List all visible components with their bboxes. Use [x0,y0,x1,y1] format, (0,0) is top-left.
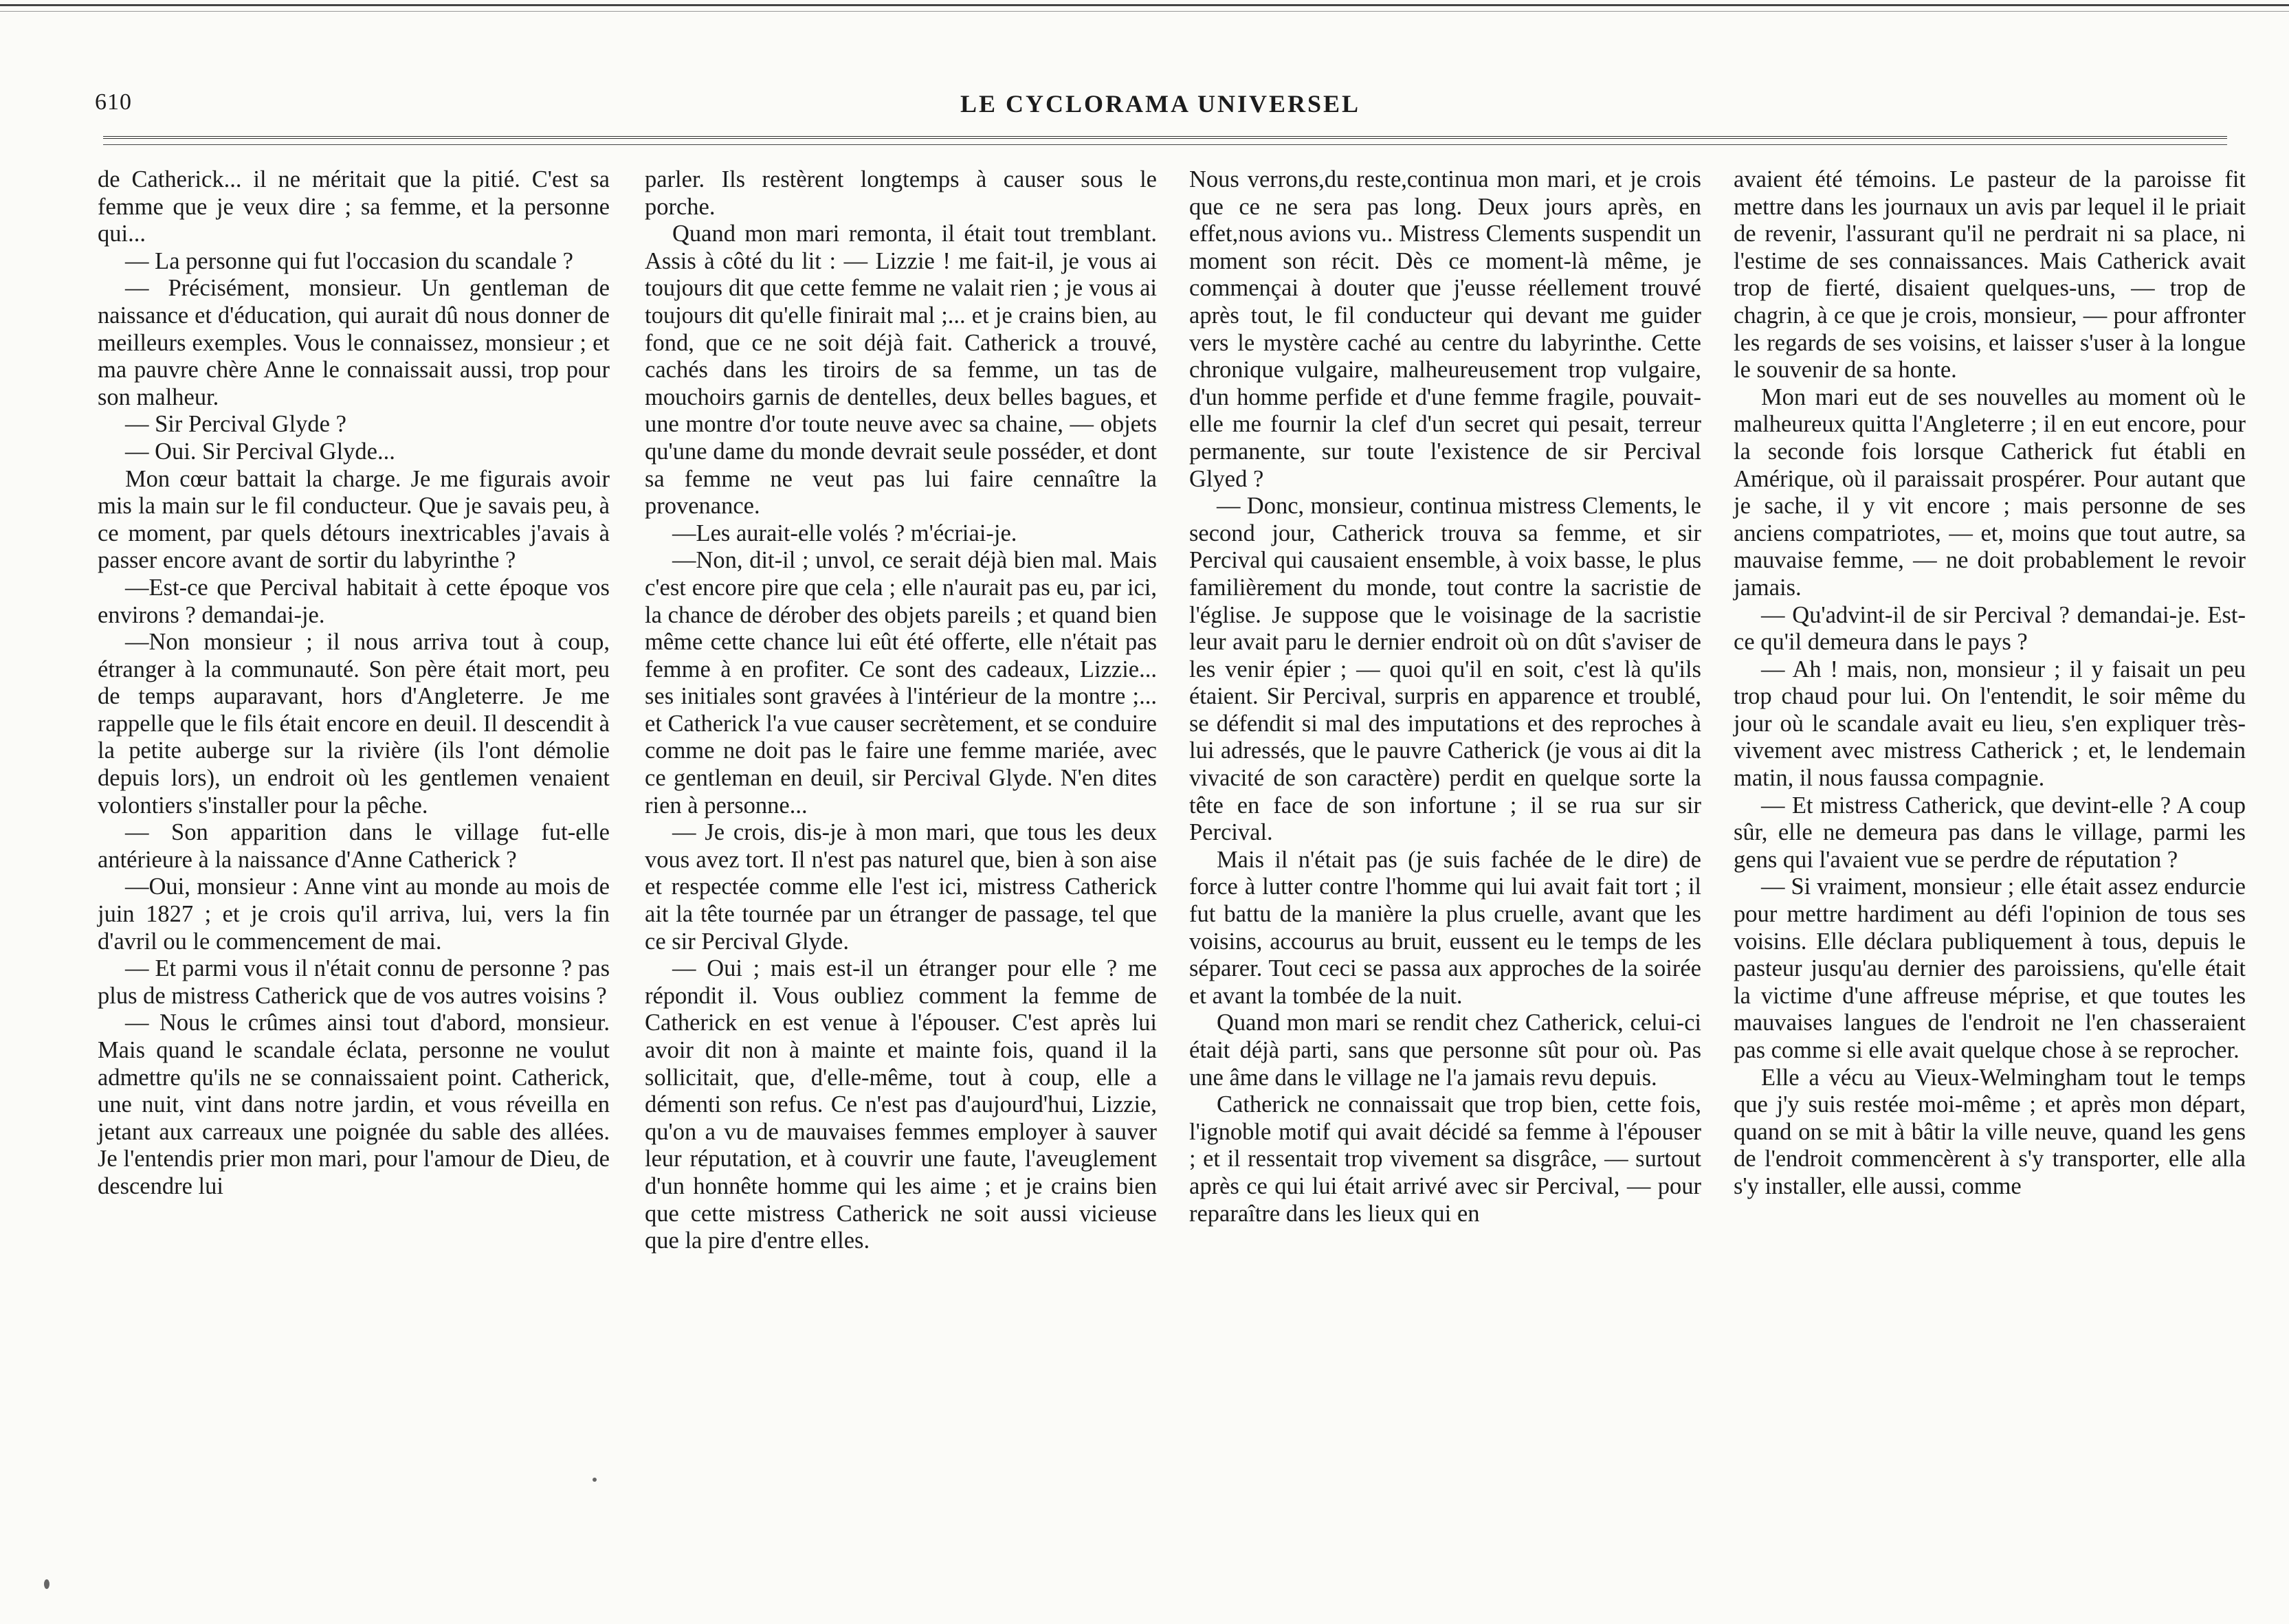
paragraph: — Donc, monsieur, continua mistress Clements, le second jour, Catherick trouva sa femme, et sir Percival qui causaient ensemble, à voix basse, le plus familièrement du monde, tout contre la sacristie de l'église. Je suppose que le voisinage de la sacristie leur avait paru le dernier endroit où on dût s'aviser de les venir épier ; — quoi qu'il en soit, c'est là qu'ils étaient. Sir Percival, surpris en apparence et troublé, se défendit si mal des imputations et des reproches à lui adressés, que le pauvre Catherick (je vous ai dit la vivacité de son caractère) perdit en quelque sorte la tête en face de son infortune ; il se rua sur sir Percival. [1189,493,1701,846]
paragraph: — Je crois, dis-je à mon mari, que tous les deux vous avez tort. Il n'est pas naturel que, bien à son aise et respectée comme elle l'est ici, mistress Catherick ait la tête tournée par un étranger de passage, tel que ce sir Percival Glyde. [645,819,1157,955]
print-speck [593,1478,597,1482]
paragraph: — Ah ! mais, non, monsieur ; il y faisait un peu trop chaud pour lui. On l'entendit, le soir même du jour où le scandale avait eu lieu, s'en expliquer très-vivement avec mistress Catherick ; et, le lendemain matin, il nous faussa compagnie. [1734,656,2246,792]
paragraph: — Si vraiment, monsieur ; elle était assez endurcie pour mettre hardiment au défi l'opinion de tous ses voisins. Elle déclara publiquement à tous, depuis le pasteur jusqu'au dernier des paroissiens, qu'elle était la victime d'une affreuse méprise, et que toutes les mauvaises langues de l'endroit ne l'en chasseraient pas comme si elle avait quelque chose à se reprocher. [1734,874,2246,1063]
header-thin-rule [103,144,2227,145]
text-column-3 [1189,166,1701,1227]
paragraph: — Son apparition dans le village fut-elle antérieure à la naissance d'Anne Catherick ? [98,819,610,873]
paragraph: — Et parmi vous il n'était connu de personne ? pas plus de mistress Catherick que de vos autres voisins ? [98,955,610,1009]
top-border-thin-rule [0,11,2289,12]
paragraph: Elle a vécu au Vieux-Welmingham tout le temps que j'y suis restée moi-même ; et après mon départ, quand on se mit à bâtir la ville neuve, quand les gens de l'endroit commencèrent à s'y transporter, elle alla s'y installer, elle aussi, comme [1734,1064,2246,1199]
paragraph: Quand mon mari remonta, il était tout tremblant. Assis à côté du lit : — Lizzie ! me fait-il, je vous ai toujours dit que cette femme ne valait rien ; je vous ai toujours dit qu'elle finirait mal ;... et je crains bien, au fond, que ce ne soit déjà fait. Catherick a trouvé, cachés dans les tiroirs de sa femme, un tas de mouchoirs garnis de dentelles, deux belles bagues, et une montre d'or toute neuve avec sa chaine, — objets qu'une dame du monde devrait seule posséder, et dont sa femme ne veut pas lui faire cennaître la provenance. [645,221,1157,520]
header-double-rule [103,136,2227,139]
paragraph: — Nous le crûmes ainsi tout d'abord, monsieur. Mais quand le scandale éclata, personne ne voulut admettre qu'ils ne se connaissaient point. Catherick, une nuit, vint dans notre jardin, et vous réveilla en jetant aux carreaux une poignée du sable des allées. Je l'entendis prier mon mari, pour l'amour de Dieu, de descendre lui [98,1010,610,1199]
running-title: LE CYCLORAMA UNIVERSEL [960,90,1361,118]
paragraph: — Oui. Sir Percival Glyde... [125,438,395,465]
text-column-4 [1734,166,2246,1201]
paragraph: — Sir Percival Glyde ? [125,411,346,438]
paragraph: — Précisément, monsieur. Un gentleman de naissance et d'éducation, qui aurait dû nous donner de meilleurs exemples. Vous le connaissez, monsieur ; et ma pauvre chère Anne le connaissait aussi, trop pour son malheur. [98,275,610,410]
paragraph: — Qu'advint-il de sir Percival ? demandai-je. Est-ce qu'il demeura dans le pays ? [1734,601,2246,656]
paragraph: —Les aurait-elle volés ? m'écriai-je. [672,520,1017,546]
text-column-2 [645,166,1157,1255]
paragraph: —Non, dit-il ; unvol, ce serait déjà bien mal. Mais c'est encore pire que cela ; elle n'aurait pas eu, par ici, la chance de dérober des objets pareils ; et quand bien même cette chance lui eût été offerte, elle n'était pas femme à en profiter. Ce sont des cadeaux, Lizzie... ses initiales sont gravées à l'intérieur de la montre ;... et Catherick l'a vue causer secrètement, et se conduire comme ne doit pas le faire une femme mariée, avec ce gentleman en deuil, sir Percival Glyde. N'en dites rien à personne... [645,547,1157,819]
text-column-1 [98,166,610,1201]
paragraph: parler. Ils restèrent longtemps à causer sous le porche. [645,166,1157,220]
paragraph: avaient été témoins. Le pasteur de la paroisse fit mettre dans les journaux un avis par lequel il le priait de revenir, l'assurant qu'il ne perdrait ni sa place, ni l'estime de ses connaissances. Mais Catherick avait trop de fierté, disaient quelques-uns, — trop de chagrin, à ce que je crois, monsieur, — pour affronter les regards de ses voisins, et laisser s'user à la longue le souvenir de sa honte. [1734,166,2246,383]
paragraph: — La personne qui fut l'occasion du scandale ? [125,247,573,274]
paragraph: Mais il n'était pas (je suis fachée de le dire) de force à lutter contre l'homme qui lui avait fait tort ; il fut battu de la manière la plus cruelle, avant que les voisins, accourus au bruit, eussent eu le temps de les séparer. Tout ceci se passa aux approches de la soirée et avant la tombée de la nuit. [1189,846,1701,1009]
paragraph: —Non monsieur ; il nous arriva tout à coup, étranger à la communauté. Son père était mort, peu de temps auparavant, hors d'Angleterre. Je me rappelle que le fils était encore en deuil. Il descendit à la petite auberge sur la rivière (ils l'ont démolie depuis lors), un endroit où les gentlemen venaient volontiers s'installer pour la pêche. [98,629,610,819]
page-header [95,89,2226,131]
paragraph: Nous verrons,du reste,continua mon mari, et je crois que ce ne sera pas long. Deux jours après, en effet,nous avions vu.. Mistress Clements suspendit un moment son récit. Dès ce moment-là même, je commençai à douter que j'eusse réellement trouvé après tout, le fil conducteur qui devant me guider vers le mystère caché au centre du labyrinthe. Cette chronique vulgaire, malheureusement trop vulgaire, d'un homme perfide et d'une femme fragile, pouvait-elle me fournir la clef d'un secret qui pesait, terreur permanente, sur toute l'existence de sir Percival Glyed ? [1189,166,1701,492]
paragraph: Mon cœur battait la charge. Je me figurais avoir mis la main sur le fil conducteur. Que je savais peu, à ce moment, par quels détours inextricables j'avais à passer encore avant de sortir du labyrinthe ? [98,465,610,574]
paragraph: —Est-ce que Percival habitait à cette époque vos environs ? demandai-je. [98,574,610,628]
top-border-rule [0,4,2289,6]
paragraph: Quand mon mari se rendit chez Catherick, celui-ci était déjà parti, sans que personne sût pour où. Pas une âme dans le village ne l'a jamais revu depuis. [1189,1010,1701,1091]
paragraph: — Oui ; mais est-il un étranger pour elle ? me répondit il. Vous oubliez comment la femme de Catherick en est venue à l'épouser. C'est après lui avoir dit non à mainte et mainte fois, quand il la sollicitait, que, d'elle-même, tout à coup, elle a démenti son refus. Ce n'est pas d'aujourd'hui, Lizzie, qu'on a vu de mauvaises femmes employer à sauver leur réputation, et à couvrir une faute, l'aveuglement d'un honnête homme qui les aime ; et je crains bien que cette mistress Catherick ne soit aussi vicieuse que la pire d'entre elles. [645,955,1157,1254]
paragraph: —Oui, monsieur : Anne vint au monde au mois de juin 1827 ; et je crois qu'il arriva, lui, vers la fin d'avril ou le commencement de mai. [98,874,610,955]
paragraph: — Et mistress Catherick, que devint-elle ? A coup sûr, elle ne demeura pas dans le village, parmi les gens qui l'avaient vue se perdre de réputation ? [1734,792,2246,873]
print-speck [44,1579,49,1589]
paragraph: Catherick ne connaissait que trop bien, cette fois, l'ignoble motif qui avait décidé sa femme à l'épouser ; et il ressentait trop vivement sa disgrâce, — surtout après ce qui lui était arrivé avec sir Percival, — pour reparaître dans les lieux qui en [1189,1091,1701,1227]
page-number: 610 [95,89,132,115]
paragraph: Mon mari eut de ses nouvelles au moment où le malheureux quitta l'Angleterre ; il en eut encore, pour la seconde fois lorsque Catherick fut établi en Amérique, où il paraissait prospérer. Pour autant que je sache, il y vit encore ; mais personne de ses anciens compatriotes, — et, moins que tout autre, sa mauvaise femme, — ne doit probablement le revoir jamais. [1734,383,2246,601]
paragraph: de Catherick... il ne méritait que la pitié. C'est sa femme que je veux dire ; sa femme, et la personne qui... [98,166,610,247]
